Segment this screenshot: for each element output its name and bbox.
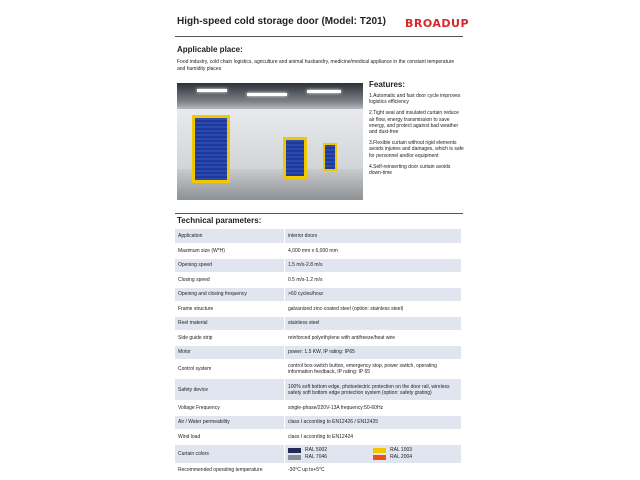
color-label: RAL 7046 (305, 454, 328, 460)
param-value: -30°C up to+5°C (285, 463, 462, 478)
table-row (175, 258, 461, 273)
color-swatch (373, 448, 386, 453)
feature-item: 3.Flexible curtain without rigid elements avoids injuries and damages, which is safe for personnel and/or equipment (369, 140, 464, 159)
param-key: Frame structure (175, 302, 285, 317)
param-value: 1.5 m/s-2.8 m/s (285, 258, 462, 273)
param-key: Air / Water permeability (175, 415, 285, 430)
color-label: RAL 2004 (390, 454, 413, 460)
table-row (175, 229, 461, 244)
table-row (175, 401, 461, 416)
param-key: Voltage Frequency (175, 401, 285, 416)
param-value: control box-switch button, emergency stop, power switch, operating information feedback, IP rating: IP 65 (285, 360, 462, 379)
table-row (175, 444, 461, 463)
param-value: 0.5 m/s-1.2 m/s (285, 273, 462, 288)
param-value: power: 1.5 KW, IP rating: IP65 (285, 345, 462, 360)
feature-item: 2.Tight seal and insulated curtain reduce air flow, energy transmission to save energy, and protect against bad weather and dust-free (369, 110, 459, 136)
color-swatch (373, 455, 386, 460)
param-key: Control system (175, 360, 285, 379)
table-row (175, 273, 461, 288)
table-row (175, 463, 461, 478)
param-key: Application (175, 229, 285, 244)
color-swatch-list (288, 447, 458, 461)
photo-door (283, 137, 307, 179)
param-value: >60 cycles/hour (285, 287, 462, 302)
photo-light (307, 90, 341, 93)
color-swatch-item (288, 454, 373, 461)
param-key: Closing speed (175, 273, 285, 288)
applicable-text: Food industry, cold chain logistics, agriculture and animal husbandry, medicine/medical appliance in the constant temperature and humidity places (177, 59, 455, 72)
param-value: class I according to EN12424 (285, 430, 462, 445)
color-swatch (288, 455, 301, 460)
table-row (175, 316, 461, 331)
applicable-heading: Applicable place: (177, 45, 243, 54)
param-value: interior doors (285, 229, 462, 244)
param-key: Recommended operating temperature (175, 463, 285, 478)
table-row (175, 331, 461, 346)
photo-door (323, 143, 337, 171)
curtain-colors (285, 444, 462, 463)
table-row (175, 345, 461, 360)
color-swatch (288, 448, 301, 453)
brand-logo: BROADUP (405, 17, 470, 30)
param-key: Opening speed (175, 258, 285, 273)
features-list (369, 93, 464, 181)
param-value: 100% soft bottom edge, photoelectric protection on the door rail, wireless safety soft bottom edge protection system (option: safety grating) (285, 379, 462, 401)
divider-tech (175, 213, 463, 214)
param-key: Curtain colors (175, 444, 285, 463)
param-value: galvanized zinc-coated steel (option: stainless steel) (285, 302, 462, 317)
color-swatch-item (373, 454, 458, 461)
param-key: Side guide strip (175, 331, 285, 346)
photo-light (247, 93, 287, 96)
param-key: Opening and closing frequency (175, 287, 285, 302)
param-value: single-phase/220V-13A frequency:50-60Hz (285, 401, 462, 416)
param-key: Wind load (175, 430, 285, 445)
features-heading: Features: (369, 80, 406, 89)
color-label: RAL 5002 (305, 447, 328, 453)
param-key: Safety device (175, 379, 285, 401)
param-value: 4,000 mm x 6,000 mm (285, 244, 462, 259)
table-row (175, 360, 461, 379)
table-row (175, 430, 461, 445)
param-key: Maximum size (W*H) (175, 244, 285, 259)
param-key: Reel material (175, 316, 285, 331)
param-value: class I according to EN12426 / EN12425 (285, 415, 462, 430)
divider-top (175, 36, 463, 37)
param-key: Motor (175, 345, 285, 360)
photo-ceiling (177, 83, 363, 109)
table-row (175, 302, 461, 317)
feature-item: 1.Automatic and fast door cycle improves logistics efficiency (369, 93, 461, 106)
photo-door (192, 115, 230, 183)
tech-heading: Technical parameters: (177, 216, 262, 225)
params-table (175, 229, 461, 478)
param-value: stainless steel (285, 316, 462, 331)
color-swatch-item (373, 447, 458, 454)
feature-item: 4.Self-reinserting door curtain avoids down-time (369, 163, 451, 177)
table-row (175, 379, 461, 401)
page-title: High-speed cold storage door (Model: T201) (177, 16, 386, 27)
table-row (175, 244, 461, 259)
color-swatch-item (288, 447, 373, 454)
color-label: RAL 1003 (390, 447, 413, 453)
photo-light (197, 89, 227, 92)
product-photo (177, 83, 363, 200)
param-value: reinforced polyethylene with antifreeze/heat wire (285, 331, 462, 346)
table-row (175, 415, 461, 430)
table-row (175, 287, 461, 302)
